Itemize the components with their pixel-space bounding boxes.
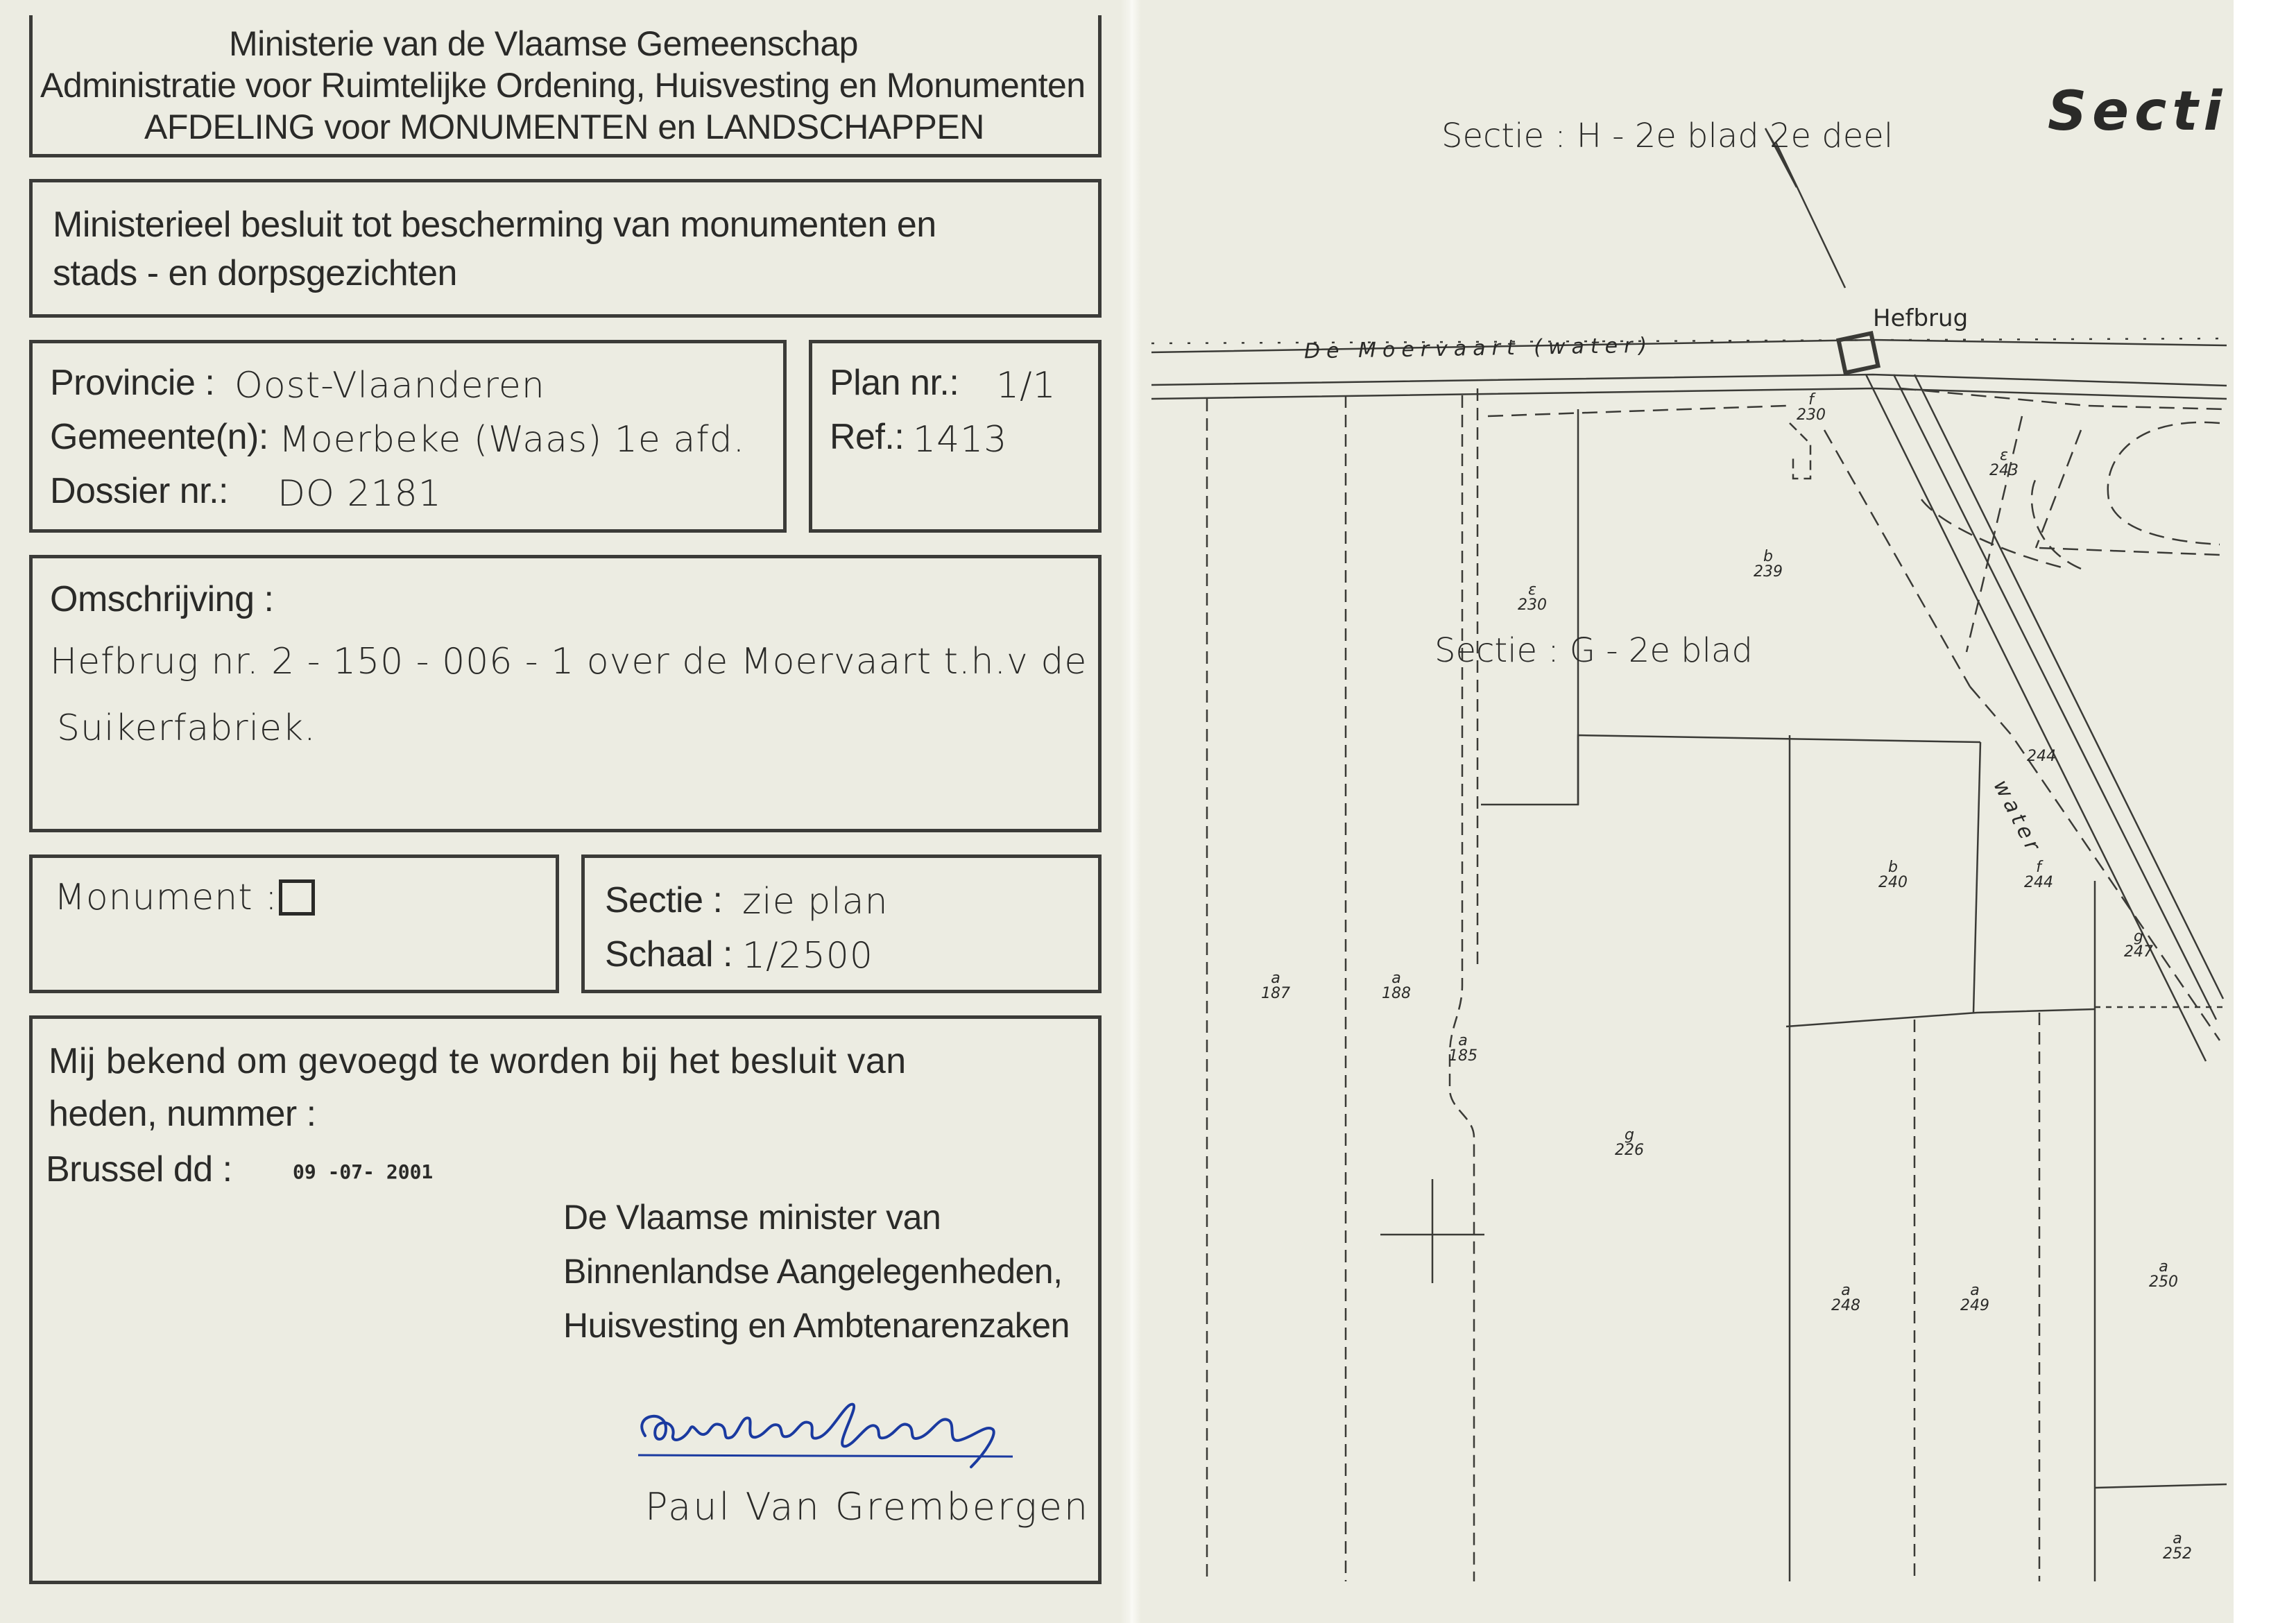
minister-title-line2: Binnenlandse Aangelegenheden,: [563, 1252, 1063, 1291]
description-line2: Suikerfabriek.: [57, 707, 316, 749]
parcel-187: a 187: [1261, 970, 1290, 1002]
parcel-239: b 239: [1754, 548, 1783, 581]
parcel-line-8: [1973, 742, 1980, 1013]
parcel-line-6: [1481, 735, 1980, 805]
description-label: Omschrijving :: [50, 579, 274, 619]
parcel-line-15: [1488, 406, 1786, 416]
bridge-label: Hefbrug: [1873, 304, 1969, 332]
provincie-value: Oost-Vlaanderen: [234, 365, 545, 406]
dossier-label: Dossier nr.:: [50, 471, 228, 511]
parcel-249: a 249: [1960, 1282, 1989, 1314]
pointer-line: [1776, 142, 1845, 288]
parcel-line-9: [1786, 1009, 2095, 1027]
parcel-243: ε 243: [1989, 447, 2019, 479]
gemeente-label: Gemeente(n):: [50, 417, 268, 457]
canal-bank-south: [1151, 375, 2227, 386]
department-name: AFDELING voor MONUMENTEN en LANDSCHAPPEN: [144, 108, 984, 146]
schaal-label: Schaal :: [605, 934, 733, 974]
decree-title-line1: Ministerieel besluit tot bescherming van monumenten en: [53, 205, 936, 245]
parcel-247: g 247: [2124, 928, 2153, 961]
decree-title-line2: stads - en dorpsgezichten: [53, 253, 457, 293]
parcel-line-3: [1450, 395, 1474, 1581]
description-line1: Hefbrug nr. 2 - 150 - 006 - 1 over de Moervaart t.h.v de: [50, 641, 1088, 682]
section-g-label: Sectie : G - 2e blad: [1434, 631, 1753, 670]
dossier-value: DO 2181: [277, 473, 442, 515]
canal-bank-south-2: [1151, 388, 2227, 399]
parcel-226: g 226: [1615, 1126, 1644, 1159]
parcel-244: 244: [2027, 748, 2056, 765]
parcel-248: a 248: [1831, 1282, 1860, 1314]
section-partial-label: Secti: [2048, 80, 2228, 143]
minister-title-line3: Huisvesting en Ambtenarenzaken: [563, 1306, 1070, 1345]
plan-number-value: 1/1: [996, 365, 1056, 406]
sectie-label: Sectie :: [605, 880, 723, 920]
brussel-date-label: Brussel dd :: [46, 1149, 232, 1190]
parcel-line-21: [2039, 548, 2220, 555]
reference-value: 1413: [913, 419, 1008, 461]
minister-title-line1: De Vlaamse minister van: [563, 1198, 941, 1237]
monument-label: Monument :: [54, 877, 278, 918]
attachment-line1: Mij bekend om gevoegd te worden bij het besluit van: [49, 1041, 907, 1081]
attachment-line2: heden, nummer :: [49, 1094, 316, 1134]
water-label: water: [1988, 775, 2047, 859]
parcel-188: a 188: [1382, 970, 1411, 1002]
parcel-250: a 250: [2149, 1258, 2178, 1291]
date-stamp: 09 -07- 2001: [293, 1160, 434, 1183]
administration-name: Administratie voor Ruimtelijke Ordening, Huisvesting en Monumenten: [40, 66, 1086, 105]
schaal-value: 1/2500: [742, 935, 873, 977]
road-diagonal-west: [1866, 375, 2206, 1061]
parcel-line-14: [2095, 1484, 2227, 1488]
parcel-line-25: [2036, 430, 2081, 548]
parcel-185: a 185: [1448, 1032, 1477, 1065]
parcel-line-17: [1824, 430, 1970, 687]
reference-label: Ref.:: [830, 417, 905, 457]
section-h-label: Sectie : H - 2e blad 2e deel: [1441, 117, 1894, 155]
bridge-symbol: [1839, 334, 1878, 373]
signatory-name: Paul Van Grembergen: [645, 1485, 1090, 1529]
gemeente-value: Moerbeke (Waas) 1e afd.: [279, 419, 746, 461]
provincie-label: Provincie :: [50, 363, 215, 403]
parcel-240: b 240: [1878, 859, 1908, 891]
road-diagonal-inner: [1914, 375, 2223, 999]
parcel-line-23: [2108, 422, 2220, 544]
plan-number-label: Plan nr.:: [830, 363, 959, 403]
parcel-230b: ε 230: [1518, 581, 1547, 614]
parcel-line-22: [2032, 479, 2081, 569]
parcel-244f: f 244: [2024, 859, 2053, 891]
ministry-name: Ministerie van de Vlaamse Gemeenschap: [229, 24, 858, 63]
parcel-252: a 252: [2163, 1530, 2192, 1563]
canal-label: De Moervaart (water): [1303, 333, 1654, 364]
sectie-value: zie plan: [742, 881, 889, 922]
parcel-230a: f 230: [1797, 391, 1826, 424]
road-diagonal-east: [1894, 375, 2216, 1020]
parcel-line-16: [1790, 423, 1810, 479]
